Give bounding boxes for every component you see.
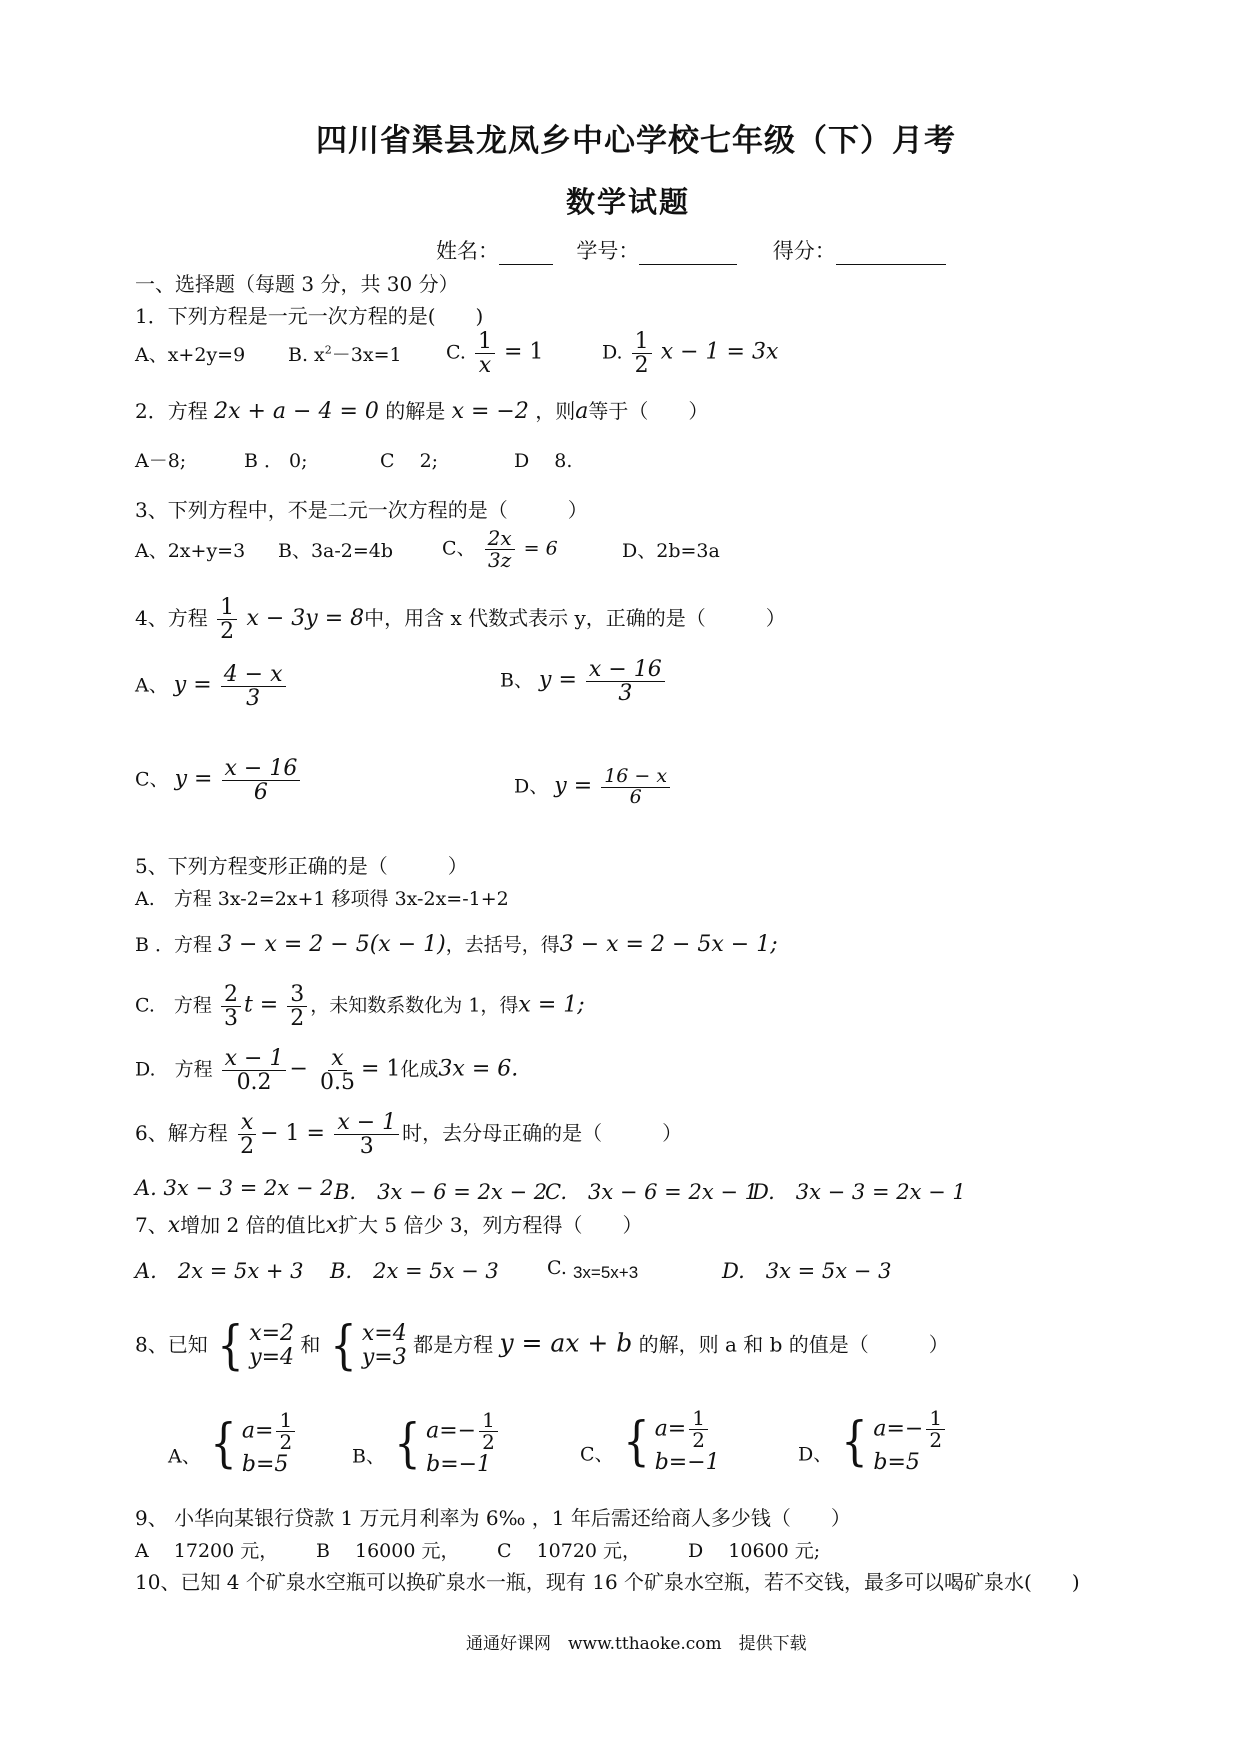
q4-c-label: C、: [135, 768, 169, 791]
question-1-stem: 1．下列方程是一元一次方程的是( ): [135, 304, 484, 328]
q1-b-pre: B. x: [288, 344, 325, 366]
q3-c-den: 3z: [487, 548, 512, 572]
q8-a-label: A、: [168, 1445, 201, 1468]
q5-d-num1: x − 1: [222, 1047, 287, 1071]
q4-a-den: 3: [246, 686, 261, 712]
q1-c-label: C.: [446, 341, 466, 364]
question-2-option-a[interactable]: A－8;: [135, 450, 187, 472]
question-7-stem: [135, 1209, 643, 1238]
q5-c-eq: x = 1;: [518, 992, 585, 1018]
q6-stem-post: 时，去分母正确的是（ ）: [402, 1121, 683, 1146]
exam-subtitle: 数学试题: [566, 185, 691, 219]
q4-c-den: 6: [253, 780, 268, 806]
q1-d-fraction: [632, 330, 652, 377]
q4-b-lhs: y =: [539, 667, 577, 693]
question-6-option-b[interactable]: B. 3x − 6 = 2x − 2: [334, 1180, 548, 1204]
q8-c-label: C、: [580, 1443, 614, 1466]
q8-b-line2: b=−1: [426, 1452, 492, 1477]
exam-title: 四川省渠县龙凤乡中心学校七年级（下）月考: [316, 123, 956, 159]
q8-stem-post: 的解，则 a 和 b 的值是（ ）: [638, 1332, 949, 1357]
q8-stem-mid: 都是方程: [413, 1332, 494, 1357]
q4-a-fraction: [221, 663, 286, 710]
question-9-option-b[interactable]: B 16000 元，: [316, 1540, 460, 1562]
q5-c-fraction1: [221, 983, 241, 1030]
question-1-option-a[interactable]: A、x+2y=9: [135, 344, 246, 366]
question-8-stem: [135, 1316, 949, 1376]
q3-c-num: 2x: [485, 528, 515, 550]
question-5-stem: 5、下列方程变形正确的是（ ）: [135, 854, 468, 878]
q4-stem-num: 1: [217, 596, 237, 620]
q6-fraction1: [237, 1111, 257, 1158]
q8-s1-line1: x=2: [249, 1320, 295, 1346]
q5-c-fraction2: [287, 983, 307, 1030]
question-9-stem: 9、 小华向某银行贷款 1 万元月利率为 6‰ ，1 年后需还给商人多少钱（ ）: [135, 1506, 851, 1530]
q5-b-eq1: 3 − x = 2 − 5(x − 1): [218, 932, 446, 957]
q4-stem-post: 中，用含 x 代数式表示 y，正确的是（ ）: [364, 606, 786, 631]
question-3-option-b[interactable]: B、3a-2=4b: [278, 540, 394, 562]
q8-system-2: [327, 1316, 407, 1376]
question-5-option-c[interactable]: [135, 983, 585, 1030]
q8-b-den: 2: [482, 1430, 495, 1454]
q6-mid: − 1 =: [260, 1121, 325, 1147]
q4-c-num: x − 16: [222, 757, 301, 781]
q6-fraction2: [334, 1111, 399, 1158]
q5-d-pre: D. 方程: [135, 1058, 213, 1081]
question-6-option-d[interactable]: D. 3x − 3 = 2x − 1: [752, 1180, 966, 1204]
question-7-option-a[interactable]: A. 2x = 5x + 3: [135, 1259, 304, 1283]
q8-c-den: 2: [692, 1428, 705, 1452]
q8-s1-line2: y=4: [249, 1345, 295, 1370]
section-heading: 一、选择题（每题 3 分，共 30 分）: [135, 272, 459, 296]
q2-stem-pre: 2．方程: [135, 399, 208, 423]
score-label: 得分：: [772, 239, 836, 263]
q8-a-system: [207, 1410, 298, 1477]
q5-d-eq: = 1: [360, 1056, 401, 1082]
question-9-option-d[interactable]: D 10600 元;: [688, 1540, 821, 1562]
question-2-option-d[interactable]: D 8.: [514, 450, 573, 472]
question-6-stem: [135, 1111, 682, 1158]
q8-b-label: B、: [352, 1445, 385, 1468]
q7-stem-mid: 增加 2 倍的值比: [180, 1213, 326, 1237]
q4-b-fraction: [586, 658, 665, 705]
q5-d-den1: 0.2: [236, 1070, 272, 1096]
q8-stem-pre: 8、已知: [135, 1332, 208, 1357]
brace-icon: {: [394, 1413, 421, 1474]
q8-c-l1: a=: [654, 1416, 687, 1442]
q6-den2: 3: [359, 1134, 374, 1160]
q5-b-mid: ，去括号，得: [445, 934, 560, 956]
question-5-option-a[interactable]: A. 方程 3x-2=2x+1 移项得 3x-2x=-1+2: [135, 888, 509, 910]
question-4-option-b[interactable]: [500, 658, 668, 705]
q4-c-lhs: y =: [174, 766, 213, 792]
q5-c-t: t =: [243, 992, 279, 1018]
q8-c-line1: [655, 1408, 720, 1451]
q8-d-line2: b=5: [873, 1450, 920, 1475]
question-3-option-c[interactable]: [442, 528, 558, 571]
q8-d-fraction: [926, 1408, 945, 1451]
q4-a-label: A、: [135, 674, 168, 697]
q4-d-den: 6: [629, 785, 642, 808]
q8-b-line1: [426, 1410, 501, 1453]
question-8-option-a[interactable]: [168, 1410, 298, 1477]
question-4-stem: [135, 596, 786, 643]
q7-x1: x: [167, 1213, 181, 1238]
q7-c-value: 3x=5x+3: [572, 1263, 639, 1282]
question-8-option-c[interactable]: [580, 1408, 720, 1475]
q8-a-num: 1: [276, 1410, 295, 1432]
name-label: 姓名：: [436, 239, 499, 263]
q8-d-line1: [873, 1408, 948, 1451]
q4-d-label: D、: [514, 775, 549, 798]
q8-a-line1: [242, 1410, 298, 1453]
question-4-option-c[interactable]: [135, 757, 303, 804]
score-field[interactable]: [836, 242, 946, 265]
brace-icon: {: [330, 1316, 357, 1376]
q1-d-den: 2: [634, 353, 649, 379]
q5-d-mid: 化成: [400, 1058, 439, 1081]
q4-stem-fraction: [217, 596, 237, 643]
q1-b-sup: 2: [324, 343, 332, 357]
question-1-option-d[interactable]: [602, 330, 778, 377]
q8-c-system: [620, 1408, 720, 1475]
q8-a-fraction: [276, 1410, 295, 1453]
question-2-option-b[interactable]: B ． 0;: [244, 450, 308, 472]
q7-stem-pre: 7、: [135, 1213, 168, 1237]
question-8-option-d[interactable]: [798, 1408, 948, 1475]
question-6-option-c[interactable]: C. 3x − 6 = 2x − 1: [545, 1180, 758, 1204]
q8-d-system: [838, 1408, 948, 1475]
q2-equation: 2x + a − 4 = 0: [214, 399, 379, 424]
q4-a-lhs: y =: [173, 672, 212, 698]
q2-variable: a: [575, 399, 589, 424]
q2-stem-mid2: ，则: [535, 399, 576, 423]
q5-c-num1: 2: [221, 983, 241, 1007]
q8-d-l1: a=−: [873, 1416, 924, 1442]
footer-credit: 通通好课网 www.tthaoke.com 提供下载: [466, 1634, 807, 1654]
q8-d-den: 2: [929, 1428, 943, 1452]
question-3-option-a[interactable]: A、2x+y=3: [135, 540, 246, 562]
question-3-stem: 3、下列方程中，不是二元一次方程的是（ ）: [135, 498, 588, 522]
q1-d-num: 1: [632, 330, 652, 354]
question-9-option-a[interactable]: A 17200 元，: [135, 1540, 279, 1562]
q4-b-label: B、: [500, 669, 533, 692]
q8-d-label: D、: [798, 1443, 833, 1466]
q3-c-label: C、: [442, 537, 476, 560]
q8-d-num: 1: [926, 1408, 945, 1430]
q5-c-den2: 2: [290, 1006, 305, 1032]
q5-d-fraction2: [317, 1047, 358, 1094]
q1-c-den: x: [478, 353, 492, 379]
q8-b-fraction: [479, 1410, 498, 1453]
question-9-option-c[interactable]: C 10720 元，: [497, 1540, 642, 1562]
question-2-option-c[interactable]: C 2;: [380, 450, 439, 472]
q5-b-eq2: 3 − x = 2 − 5x − 1;: [559, 932, 778, 957]
q4-a-num: 4 − x: [221, 663, 286, 687]
q8-b-system: [391, 1410, 501, 1477]
q2-stem-post: 等于（ ）: [588, 399, 709, 423]
brace-icon: {: [841, 1411, 869, 1472]
q5-d-res: 3x = 6.: [438, 1056, 519, 1082]
q7-x2: x: [325, 1213, 339, 1238]
q1-b-post: －3x=1: [331, 344, 402, 366]
q4-b-num: x − 16: [586, 658, 665, 682]
q3-c-rest: = 6: [523, 537, 558, 560]
question-7-option-c[interactable]: [547, 1257, 638, 1283]
q8-a-den: 2: [279, 1430, 293, 1454]
question-4-option-d[interactable]: [514, 767, 673, 808]
q6-num1: x: [238, 1111, 256, 1135]
question-1-option-b[interactable]: [288, 340, 402, 367]
q6-stem-pre: 6、解方程: [135, 1121, 228, 1146]
brace-icon: {: [217, 1316, 244, 1376]
student-info-row: [436, 235, 946, 265]
q8-c-num: 1: [689, 1408, 708, 1430]
q8-c-line2: b=−1: [654, 1450, 720, 1475]
q1-c-fraction: [475, 330, 495, 377]
q4-b-den: 3: [618, 681, 633, 707]
q5-c-den1: 3: [223, 1006, 238, 1032]
q8-system-1: [214, 1316, 295, 1376]
q2-stem-mid: 的解是: [385, 399, 446, 423]
q5-c-mid: ，未知数系数化为 1，得: [310, 994, 519, 1017]
q5-d-fraction1: [222, 1047, 287, 1094]
q2-solution: x = −2: [451, 399, 529, 424]
id-label: 学号：: [576, 239, 640, 263]
question-5-option-b[interactable]: [135, 930, 778, 957]
q1-d-label: D.: [602, 341, 623, 364]
name-field[interactable]: [499, 242, 553, 265]
q3-c-fraction: [485, 528, 515, 571]
q8-equation: y = ax + b: [499, 1328, 633, 1358]
q8-c-fraction: [689, 1408, 708, 1451]
q4-stem-eq: x − 3y = 8: [246, 606, 365, 632]
question-2-stem: [135, 395, 708, 424]
question-6-option-a[interactable]: A. 3x − 3 = 2x − 2: [135, 1176, 334, 1200]
q1-d-rest: x − 1 = 3x: [660, 339, 779, 365]
q4-c-fraction: [222, 757, 301, 804]
brace-icon: {: [210, 1413, 237, 1474]
q8-a-l1: a=: [241, 1418, 274, 1444]
q5-b-pre: B ．方程: [135, 934, 213, 956]
question-1-option-c[interactable]: [446, 330, 543, 377]
q5-d-minus: −: [289, 1056, 308, 1082]
student-id-field[interactable]: [639, 242, 737, 265]
q6-num2: x − 1: [334, 1111, 399, 1135]
question-4-option-a[interactable]: [135, 663, 289, 710]
q8-b-num: 1: [479, 1410, 498, 1432]
question-7-option-b[interactable]: B. 2x = 5x − 3: [330, 1259, 499, 1283]
brace-icon: {: [622, 1411, 650, 1472]
q4-stem-pre: 4、方程: [135, 606, 208, 631]
q8-and: 和: [300, 1332, 321, 1357]
q1-c-num: 1: [475, 330, 495, 354]
q8-s2-line1: x=4: [361, 1320, 407, 1346]
q1-c-rest: = 1: [504, 339, 544, 365]
question-5-option-d[interactable]: [135, 1047, 518, 1094]
q5-d-den2: 0.5: [319, 1070, 355, 1096]
question-10-stem: 10、已知 4 个矿泉水空瓶可以换矿泉水一瓶，现有 16 个矿泉水空瓶，若不交钱，最多可以喝矿泉水( ): [135, 1570, 1080, 1594]
q7-c-label: C.: [547, 1257, 567, 1279]
q4-d-fraction: [601, 767, 670, 808]
q4-d-lhs: y =: [554, 773, 593, 799]
q8-b-l1: a=−: [426, 1418, 477, 1444]
question-3-option-d[interactable]: D、2b=3a: [622, 540, 720, 562]
q6-den1: 2: [240, 1134, 255, 1160]
q4-d-num: 16 − x: [601, 767, 670, 788]
q4-stem-den: 2: [220, 619, 235, 645]
q5-d-num2: x: [328, 1047, 346, 1071]
q8-s2-line2: y=3: [361, 1345, 407, 1370]
question-8-option-b[interactable]: [352, 1410, 501, 1477]
question-7-option-d[interactable]: D. 3x = 5x − 3: [722, 1259, 892, 1283]
q5-c-pre: C. 方程: [135, 994, 212, 1017]
q7-stem-post: 扩大 5 倍少 3，列方程得（ ）: [338, 1213, 643, 1237]
q5-c-num2: 3: [287, 983, 307, 1007]
q8-a-line2: b=5: [241, 1452, 289, 1477]
